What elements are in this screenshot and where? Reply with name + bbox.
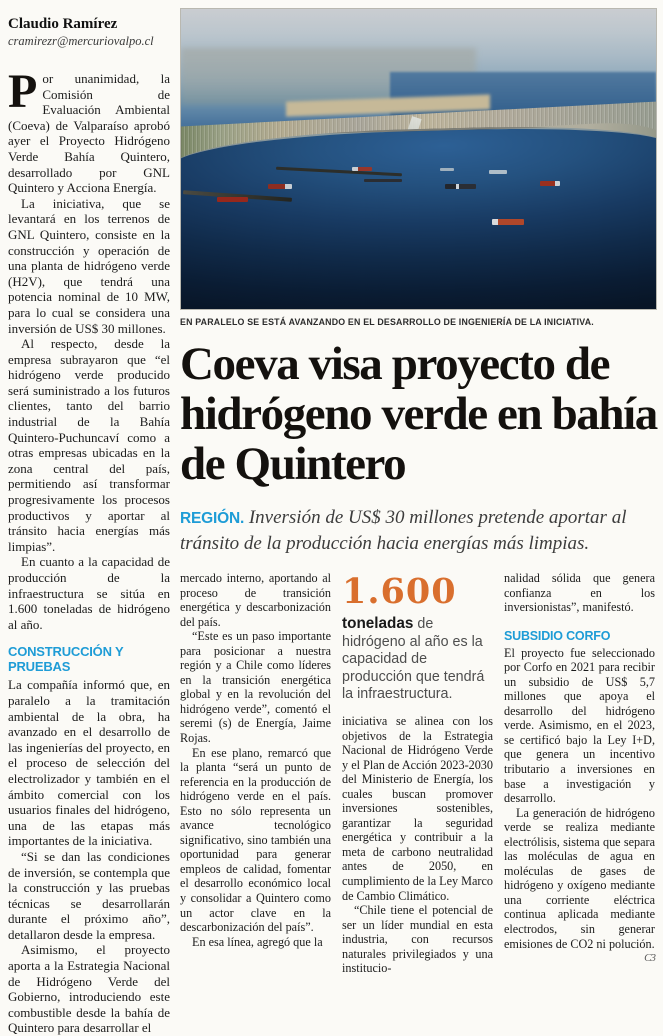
body-paragraph: Al respecto, desde la empresa subrayaron que “el hidrógeno verde producido será suministrado a los futuros clientes, tanto del barrio industrial de la Bahía Quintero-Puchuncaví como a otras empresas ubicadas en la zona central del país, permitiendo así transformar progresivamente los procesos productivos y aportar al tránsito hacia energías más limpias”. [8, 336, 170, 554]
callout-rest: de hidrógeno al año es la capacidad de producción que tendrá la infraestructura. [342, 616, 485, 703]
drop-cap: P [8, 65, 38, 118]
ship [540, 181, 560, 186]
body-paragraph: Asimismo, el proyecto aporta a la Estrategia Nacional de Hidrógeno Verde del Gobierno, introduciendo este combustible desde la bahía de Quintero para desarrollar el [8, 942, 170, 1036]
deck-text: Inversión de US$ 30 millones pretende aportar al tránsito de la producción hacia energías más limpias. [180, 507, 627, 554]
byline-email: cramirezr@mercuriovalpo.cl [8, 34, 154, 48]
body-paragraph: iniciativa se alinea con los objetivos de la Estrategia Nacional de Hidrógeno Verde y el Plan de Acción 2023-2030 del Ministerio de Energía, los cuales buscan promover inversiones sostenibles, garantizar la seguridad energética y contribuir a la meta de carbono neutralidad antes de 2050, en cumplimiento de la Ley Marco de Cambio Climático. [342, 713, 493, 903]
ship [489, 170, 507, 174]
ship [352, 167, 372, 171]
body-paragraph: En esa línea, agregó que la [192, 934, 323, 949]
ship [217, 197, 248, 202]
section-header-subsidio: SUBSIDIO CORFO [504, 628, 611, 643]
stat-callout [342, 573, 493, 704]
body-paragraph: “Este es un paso importante para posicionar a nuestra región y a Chile como líderes en la transición energética global y en la revolución del hidrógeno verde”, comentó el seremi (s) de Energía, Jaime Rojas. [180, 629, 331, 746]
body-paragraph: nalidad sólida que genera confianza en los inversionistas”, manifestó. [504, 571, 655, 615]
body-paragraph: En ese plano, remarcó que la planta “será un punto de referencia en la producción de hidrógeno verde en el país. Esto no sólo representa un avance tecnológico significativo, sino también una oportunidad para generar empleos de calidad, fomentar el desarrollo económico local y consolidar a Quintero como un actor clave en la descarbonización del país”. [180, 745, 331, 935]
body-paragraph: La iniciativa, que se levantará en los terrenos de GNL Quintero, consiste en la construcción y operación de una planta de hidrógeno verde (H2V), que tendrá una potencia nominal de 10 MW, para lo cual se considera una inversión de US$ 30 millones. [8, 195, 170, 336]
ship [492, 219, 524, 225]
callout-number: 1.600 [342, 571, 457, 612]
aerial-photo [180, 8, 657, 310]
body-paragraph: “Chile tiene el potencial de ser un líder mundial en esta industria, con recursos naturales privilegiados y una institucio- [342, 903, 493, 976]
body-paragraph: La compañía informó que, en paralelo a la tramitación ambiental de la obra, ha avanzado en el desarrollo de las ingenierías del proyecto, en el proceso de selección del electrolizador y también en el ámbito comercial con los usuarios finales del hidrógeno, una de las etapas más importantes de la iniciativa. [8, 677, 170, 849]
callout-text [342, 615, 493, 704]
main-area [180, 8, 657, 1036]
ship [268, 184, 292, 189]
column-1 [8, 8, 170, 1036]
column-4 [504, 571, 655, 976]
byline-author: Claudio Ramírez [8, 16, 118, 32]
article-layout [8, 8, 657, 1036]
headline: Coeva visa proyecto de hidrógeno verde en bahía de Quintero [180, 338, 657, 490]
end-of-article-mark: C3 [644, 952, 655, 965]
body-paragraph: En cuanto a la capacidad de producción de la infraestructura se sitúa en 1.600 toneladas de hidrógeno al año. [8, 554, 170, 632]
body-paragraph [504, 805, 655, 965]
kicker: REGIÓN. [180, 510, 245, 527]
deck [180, 505, 657, 556]
column-3 [342, 571, 493, 976]
body-paragraph: mercado interno, aportando al proceso de transición energética y descarbonización del país. [180, 571, 331, 629]
body-paragraph: “Si se dan las condiciones de inversión, se contempla que la construcción y las pruebas técnicas se desarrollarán durante el próximo año”, detallaron desde la empresa. [8, 848, 170, 942]
body-columns [180, 571, 657, 976]
section-header-construccion: CONSTRUCCIÓN Y PRUEBAS [8, 644, 124, 675]
paragraph-text: La generación de hidrógeno verde se realiza mediante electrólisis, sistema que separa las moléculas de agua en moléculas de gases de hidrógeno y oxígeno mediante una corriente eléctrica continua aplicada mediante electrodos, sin generar emisiones de CO2 ni polución. [504, 805, 655, 951]
column-2 [180, 571, 331, 976]
ship [440, 168, 454, 171]
body-paragraph-lead [8, 65, 170, 196]
photo-caption: EN PARALELO SE ESTÁ AVANZANDO EN EL DESARROLLO DE INGENIERÍA DE LA INICIATIVA. [180, 317, 594, 327]
byline [8, 16, 170, 49]
paragraph-text: or unanimidad, la Comisión de Evaluación Ambiental (Coeva) de Valparaíso aprobó ayer el Proyecto Hidrógeno Verde Bahía Quintero, desarrollado por GNL Quintero y Acciona Energía. [8, 71, 170, 196]
callout-bold: toneladas [342, 615, 414, 632]
body-paragraph: El proyecto fue seleccionado por Corfo en 2021 para recibir un subsidio de US$ 5,7 millones que apoya el desarrollo del hidrógeno verde. Asimismo, en el 2023, se certificó bajo la Ley I+D, que genera un incentivo tributario a inversiones en base a investigación y desarrollo. [504, 645, 655, 806]
ship [364, 179, 402, 182]
ship [445, 184, 476, 189]
photo-bay-water [180, 123, 657, 310]
